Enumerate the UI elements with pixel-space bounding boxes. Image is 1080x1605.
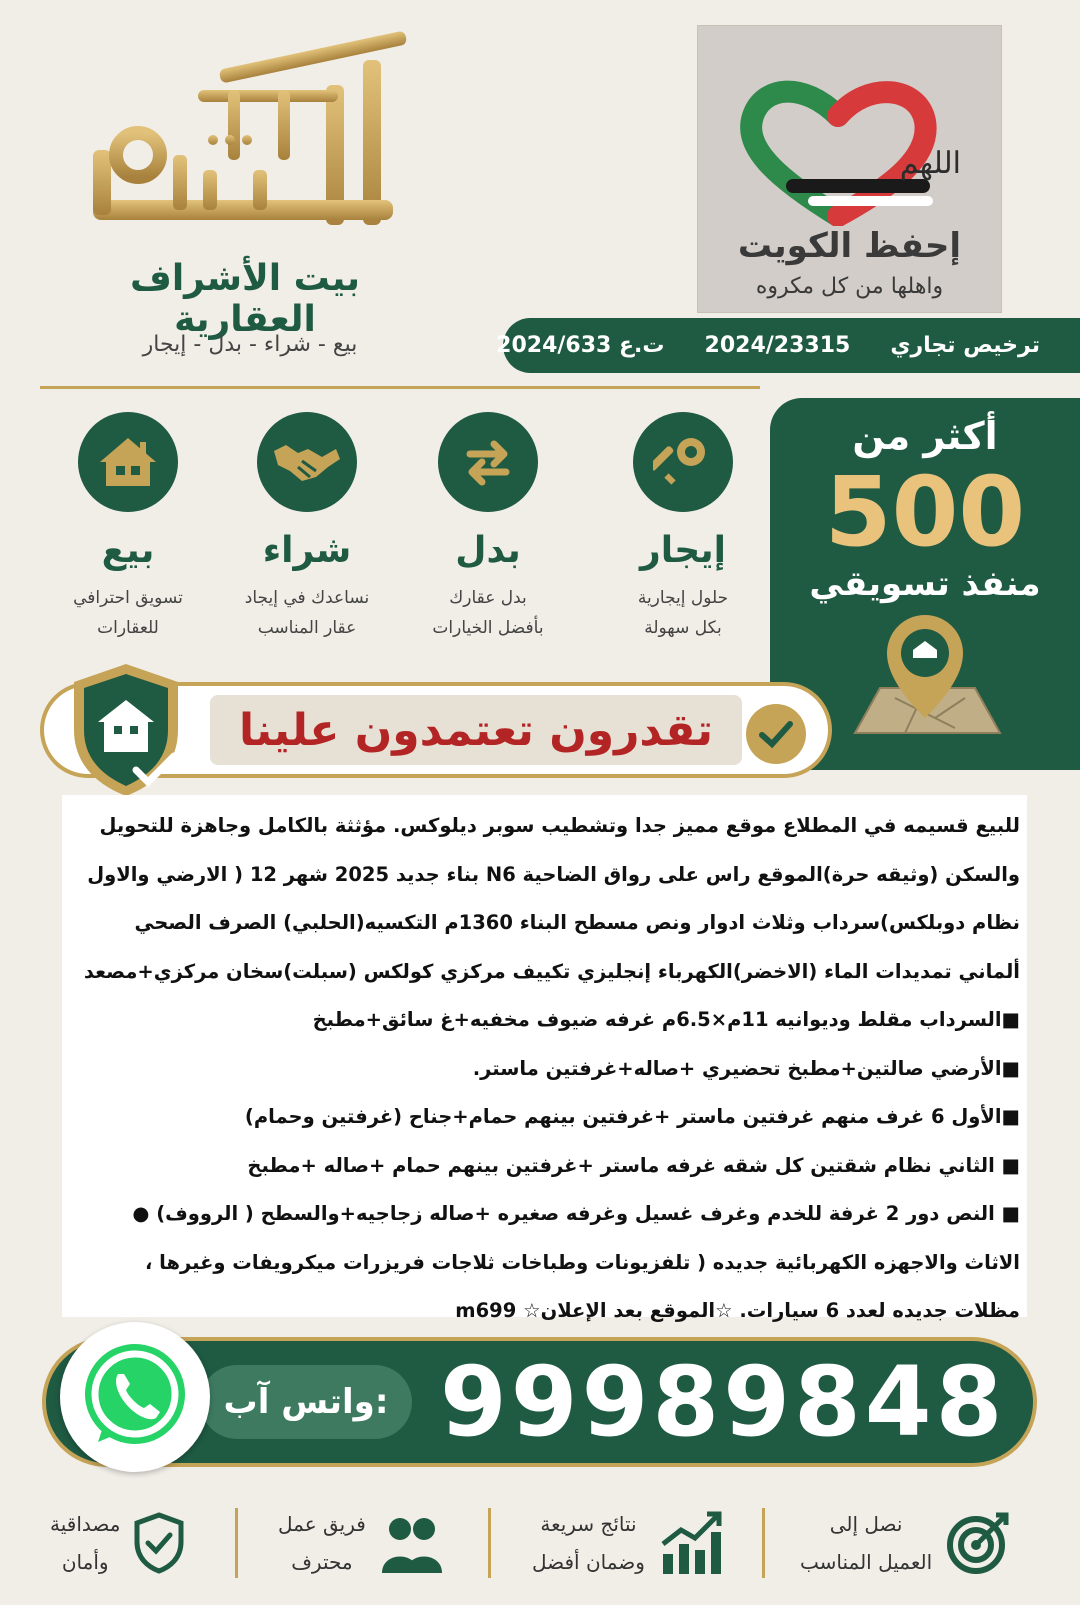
feature-target — [800, 1498, 1010, 1588]
listing-line: ■ النص دور 2 غرفة للخدم وغرف غسيل وغرفه صغيره +صاله زجاجيه+والسطح ( الرووف) ● — [132, 1202, 1020, 1225]
service-rent[interactable] — [598, 412, 768, 643]
listing-line: مظلات جديده لعدد 6 سيارات. ☆الموقع بعد الإعلان☆ m699 — [455, 1299, 1020, 1322]
service-rent-desc-1: حلول إيجارية — [637, 588, 729, 608]
team-icon — [380, 1511, 444, 1575]
whatsapp-icon[interactable] — [60, 1322, 210, 1472]
service-exchange-desc-2: بأفضل الخيارات — [432, 618, 544, 638]
whatsapp-number[interactable]: 99989848 — [440, 1346, 1007, 1458]
check-icon — [746, 704, 806, 764]
license-label: ترخيص تجاري — [890, 333, 1040, 358]
feature-target-line-1: نصل إلى — [829, 1512, 903, 1536]
exchange-icon — [438, 412, 538, 512]
target-icon — [946, 1511, 1010, 1575]
kuwait-card — [697, 25, 1002, 313]
service-buy-desc-2: عقار المناسب — [257, 618, 357, 638]
service-sell-title: بيع — [101, 530, 155, 571]
handshake-icon — [257, 412, 357, 512]
listing-line: ■ الثاني نظام شقتين كل شقه غرفه ماستر +غرفتين بينهم حمام +صاله +مطبخ — [247, 1153, 1020, 1177]
listing-line: ■السرداب مقلط وديوانيه 11م×6.5م غرفه ضيوف مخفيه+غ سائق+مطبخ — [312, 1008, 1020, 1031]
shield-check-icon — [134, 1512, 184, 1574]
brand-logo — [78, 30, 408, 250]
service-exchange[interactable] — [403, 412, 573, 643]
listing-text — [70, 802, 1020, 1336]
services-line: بيع - شراء - بدل - إيجار — [142, 332, 358, 357]
trust-title: تقدرون تعتمدون علينا — [238, 704, 714, 756]
listing-line: ■الأرضي صالتين+مطبخ تحضيري +صاله+غرفتين ماستر. — [472, 1056, 1020, 1080]
listing-line: ألماني تمديدات الماء (الاخضر)الكهرباء إنجليزي تكييف مركزي كولكس (سبلت)سخان مركزي+مصعد — [83, 959, 1020, 983]
footer-separator — [488, 1508, 491, 1578]
whatsapp-label: واتس آب: — [200, 1365, 412, 1439]
listing-line: نظام دوبلكس)سرداب وثلاث ادوار ونص مسطح البناء 1360م التكسيه(الحلبي) الصرف الصحي — [134, 911, 1020, 934]
feature-team-line-1: فريق عمل — [278, 1512, 366, 1536]
license-number: 2024/23315 — [704, 333, 851, 358]
listing-line: للبيع قسيمه في المطلاع موقع مميز جدا وتشطيب سوبر ديلوكس. مؤثثة بالكامل وجاهزة للتحويل — [99, 814, 1020, 837]
stat-prefix: أكثر من — [852, 414, 998, 458]
license-bar — [496, 318, 1080, 373]
stat-suffix: منفذ تسويقي — [809, 564, 1041, 604]
brand-name: بيت الأشراف العقارية — [130, 258, 360, 340]
service-buy-title: شراء — [262, 530, 352, 571]
feature-team — [278, 1498, 444, 1588]
kuwait-card-prayer: اللهم — [899, 146, 961, 181]
house-icon — [78, 412, 178, 512]
footer-separator — [762, 1508, 765, 1578]
header-divider — [40, 386, 760, 389]
key-icon — [633, 412, 733, 512]
map-pin-icon — [825, 608, 1025, 738]
service-sell[interactable] — [43, 412, 213, 643]
feature-trust — [50, 1498, 184, 1588]
feature-growth-line-1: نتائج سريعة — [540, 1512, 637, 1536]
service-exchange-title: بدل — [455, 530, 521, 571]
service-buy-desc-1: نساعدك في إيجاد — [244, 588, 370, 608]
service-exchange-desc-1: بدل عقارك — [449, 588, 527, 608]
growth-chart-icon — [659, 1510, 725, 1576]
feature-team-line-2: محترف — [291, 1550, 353, 1574]
listing-line: ■الأول 6 غرف منهم غرفتين ماستر +غرفتين بينهم حمام+جناح (غرفتين وحمام) — [244, 1105, 1020, 1128]
service-sell-desc-1: تسويق احترافي — [73, 588, 183, 608]
kuwait-card-sub: واهلها من كل مكروه — [755, 274, 944, 299]
feature-trust-line-2: وأمان — [61, 1550, 109, 1574]
listing-line: الاثاث والاجهزه الكهربائية جديده ( تلفزيونات وطباخات ثلاجات فريزرات ميكرويفات وغيرها ، — [144, 1250, 1020, 1274]
service-rent-desc-2: بكل سهولة — [644, 618, 722, 638]
feature-trust-line-1: مصداقية — [50, 1512, 121, 1536]
stat-value: 500 — [824, 456, 1026, 568]
feature-growth — [532, 1498, 725, 1588]
feature-growth-line-2: وضمان أفضل — [532, 1550, 645, 1574]
service-rent-title: إيجار — [639, 530, 727, 571]
shield-house-icon — [66, 660, 186, 800]
kuwait-card-main: إحفظ الكويت — [737, 226, 962, 266]
feature-target-line-2: العميل المناسب — [800, 1550, 933, 1574]
cr-label: ت.ع — [619, 333, 665, 358]
service-sell-desc-2: للعقارات — [97, 618, 159, 638]
footer-separator — [235, 1508, 238, 1578]
cr-number: 2024/633 — [496, 333, 612, 358]
service-buy[interactable] — [222, 412, 392, 643]
trust-inner — [210, 695, 742, 765]
listing-line: والسكن (وثيقه حرة)الموقع راس على رواق الضاحية N6 بناء جديد 2025 شهر 12 ( الارضي والاول — [87, 862, 1020, 886]
